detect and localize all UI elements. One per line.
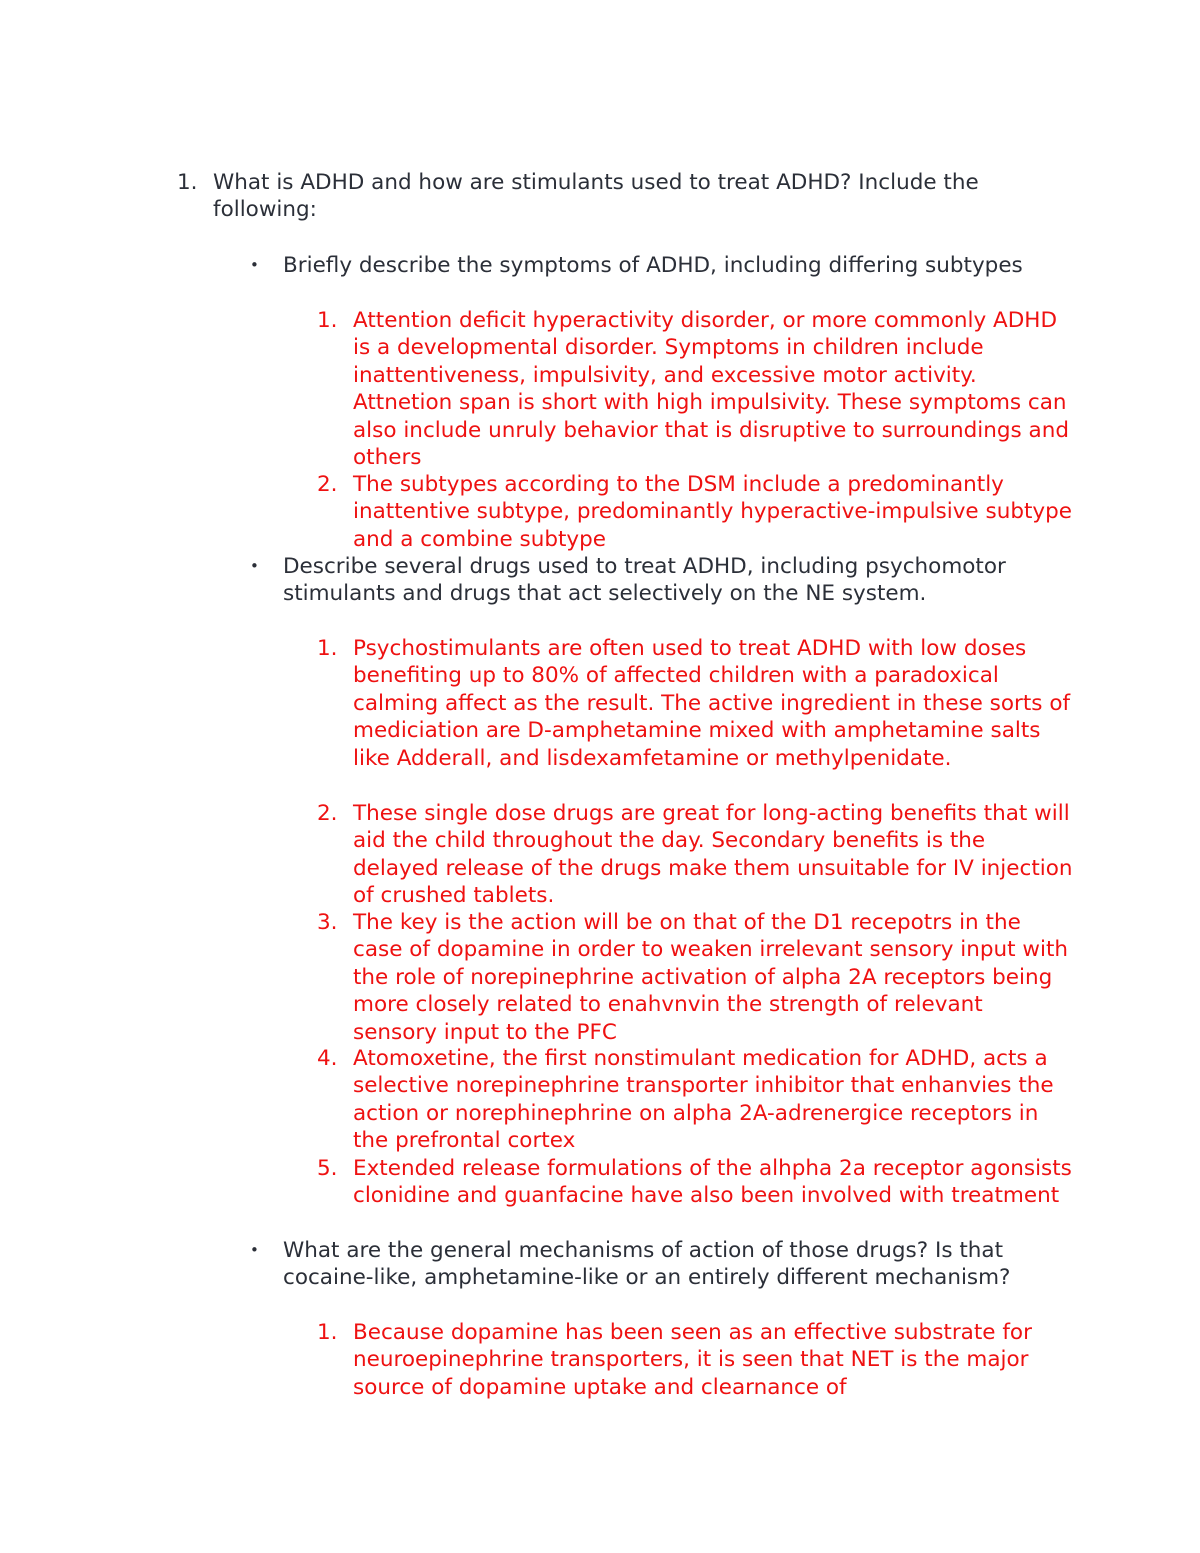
answer-text: The key is the action will be on that of the D1 recepotrs in the case of dopamine in order to weaken irrelevant sensory input with the role of norepinephrine activation of alpha 2A receptors being more closely related to enahvnvin the strength of relevant sensory input to the PFC	[353, 910, 1069, 1045]
answer-number: 1.	[317, 1320, 338, 1345]
bullet-prompt: What are the general mechanisms of action of those drugs? Is that cocaine-like, amphetamine-like or an entirely different mechanism?	[283, 1238, 1011, 1291]
answer-text: Extended release formulations of the alhpha 2a receptor agonsists clonidine and guanfacine have also been involved with treatment	[353, 1156, 1072, 1209]
answer-item	[317, 635, 1073, 772]
answer-text: The subtypes according to the DSM include a predominantly inattentive subtype, predominantly hyperactive-impulsive subtype and a combine subtype	[353, 472, 1073, 552]
answer-number: 2.	[317, 472, 338, 497]
answer-text: Because dopamine has been seen as an effective substrate for neuroepinephrine transporters, it is seen that NET is the major source of dopamine uptake and clearnance of	[353, 1320, 1032, 1400]
answer-item	[317, 800, 1073, 910]
bullet-icon: •	[250, 256, 259, 274]
answer-number: 5.	[317, 1156, 338, 1181]
answer-item	[317, 909, 1073, 1046]
question-text: What is ADHD and how are stimulants used to treat ADHD? Include the following:	[213, 170, 979, 223]
answer-text: These single dose drugs are great for long-acting benefits that will aid the child throughout the day. Secondary benefits is the delayed release of the drugs make them unsuitable for IV injection of crushed tablets.	[353, 801, 1073, 909]
bullet-drugs	[250, 553, 1053, 608]
answer-item	[317, 1045, 1073, 1155]
answer-number: 3.	[317, 910, 338, 935]
bullet-symptoms	[250, 252, 1053, 279]
question-number: 1.	[177, 170, 198, 195]
answer-number: 4.	[317, 1046, 338, 1071]
answer-item	[317, 1319, 1073, 1401]
answer-number: 1.	[317, 308, 338, 333]
answer-text: Attention deficit hyperactivity disorder, or more commonly ADHD is a developmental disorder. Symptoms in children include inattentiveness, impulsivity, and excessive motor activity. Attnetion span is short with high impulsivity. These symptoms can also include unruly behavior that is disruptive to surroundings and others	[353, 308, 1070, 471]
answer-item	[317, 1155, 1073, 1210]
question-1	[177, 169, 1073, 224]
bullet-mechanisms	[250, 1237, 1053, 1292]
answer-text: Psychostimulants are often used to treat ADHD with low doses benefiting up to 80% of affected children with a paradoxical calming affect as the result. The active ingredient in these sorts of mediciation are D-amphetamine mixed with amphetamine salts like Adderall, and lisdexamfetamine or methylpenidate.	[353, 636, 1071, 771]
answer-text: Atomoxetine, the first nonstimulant medication for ADHD, acts a selective norepinephrine transporter inhibitor that enhanvies the action or norephinephrine on alpha 2A-adrenergice receptors in the prefrontal cortex	[353, 1046, 1054, 1154]
answer-number: 2.	[317, 801, 338, 826]
bullet-prompt: Describe several drugs used to treat ADHD, including psychomotor stimulants and drugs that act selectively on the NE system.	[283, 554, 1006, 607]
bullet-icon: •	[250, 557, 259, 575]
bullet-icon: •	[250, 1241, 259, 1259]
answer-item	[317, 307, 1073, 471]
bullet-prompt: Briefly describe the symptoms of ADHD, including differing subtypes	[283, 253, 1023, 278]
answer-number: 1.	[317, 636, 338, 661]
answer-item	[317, 471, 1073, 553]
